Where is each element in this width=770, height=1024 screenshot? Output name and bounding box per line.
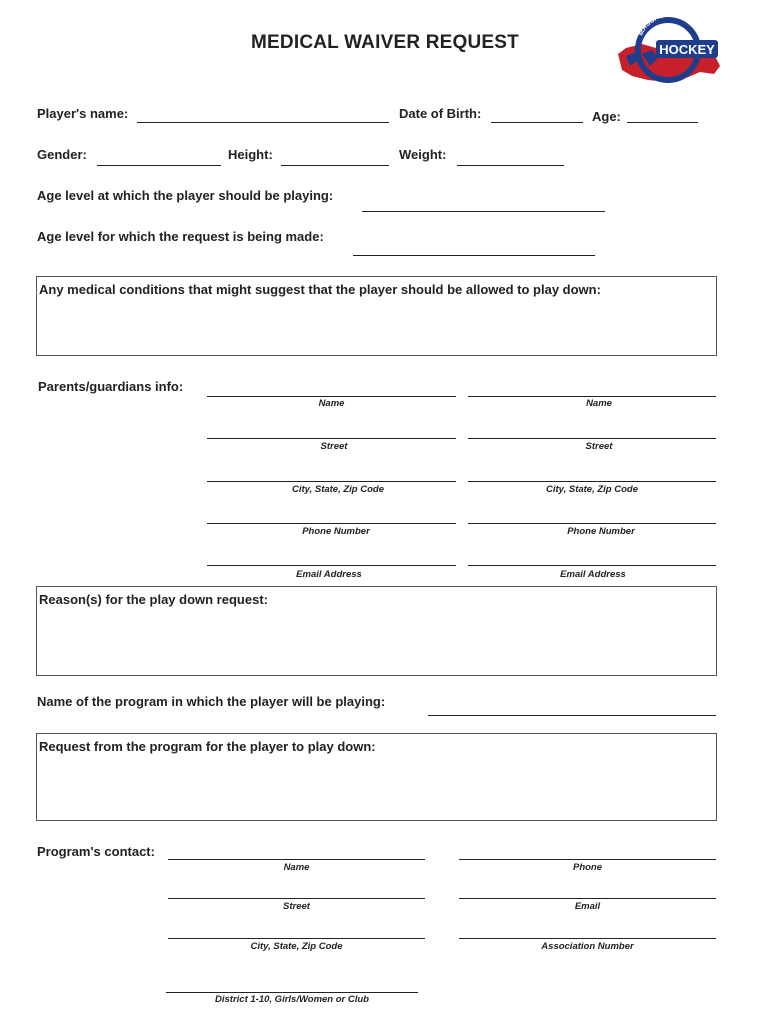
- contact-email-caption: Email: [574, 901, 601, 912]
- massachusetts-hockey-logo: [612, 14, 724, 86]
- parent1-email-line[interactable]: [207, 565, 456, 566]
- parent1-street-caption: Street: [320, 441, 348, 452]
- parent2-email-caption: Email Address: [560, 569, 626, 580]
- contact-phone-caption: Phone: [572, 862, 603, 873]
- logo-massachusetts-text: MASSACHUSETTS: [637, 14, 698, 37]
- players-name-label: Player's name:: [37, 106, 129, 121]
- contact-street-caption: Street: [283, 901, 310, 912]
- parent1-name-line[interactable]: [207, 396, 456, 397]
- request-box[interactable]: [36, 733, 717, 821]
- height-line[interactable]: [281, 165, 389, 166]
- parent1-city-line[interactable]: [207, 481, 456, 482]
- parent2-city-line[interactable]: [468, 481, 716, 482]
- gender-line[interactable]: [97, 165, 221, 166]
- age-line[interactable]: [627, 122, 698, 123]
- parent1-phone-caption: Phone Number: [302, 526, 370, 537]
- contact-association-line[interactable]: [459, 938, 716, 939]
- medical-conditions-label: Any medical conditions that might suggest that the player should be allowed to play down:: [39, 282, 601, 297]
- date-of-birth-line[interactable]: [491, 122, 583, 123]
- contact-name-line[interactable]: [168, 859, 425, 860]
- contact-street-line[interactable]: [168, 898, 425, 899]
- reason-box[interactable]: [36, 586, 717, 676]
- request-label: Request from the program for the player to play down:: [39, 739, 376, 754]
- contact-phone-line[interactable]: [459, 859, 716, 860]
- parent2-city-caption: City, State, Zip Code: [545, 484, 639, 495]
- parent2-phone-caption: Phone Number: [567, 526, 635, 537]
- district-line[interactable]: [166, 992, 418, 993]
- age-label: Age:: [592, 109, 621, 124]
- reason-label: Reason(s) for the play down request:: [39, 592, 268, 607]
- parent2-email-line[interactable]: [468, 565, 716, 566]
- parent2-name-line[interactable]: [468, 396, 716, 397]
- district-caption: District 1-10, Girls/Women or Club: [215, 994, 369, 1005]
- parent1-email-caption: Email Address: [296, 569, 362, 580]
- weight-line[interactable]: [457, 165, 564, 166]
- medical-conditions-box[interactable]: [36, 276, 717, 356]
- height-label: Height:: [228, 147, 273, 162]
- age-level-request-label: Age level for which the request is being made:: [37, 229, 324, 244]
- parent2-name-caption: Name: [586, 398, 612, 409]
- contact-email-line[interactable]: [459, 898, 716, 899]
- parent2-phone-line[interactable]: [468, 523, 716, 524]
- contact-city-caption: City, State, Zip Code: [250, 941, 343, 952]
- date-of-birth-label: Date of Birth:: [399, 106, 482, 121]
- program-contact-label: Program's contact:: [37, 844, 155, 859]
- parent1-street-line[interactable]: [207, 438, 456, 439]
- weight-label: Weight:: [399, 147, 447, 162]
- page-title: MEDICAL WAIVER REQUEST: [251, 32, 519, 53]
- parents-guardians-label: Parents/guardians info:: [38, 379, 184, 394]
- age-level-should-line[interactable]: [362, 211, 605, 212]
- program-name-label: Name of the program in which the player will be playing:: [37, 694, 386, 709]
- age-level-request-line[interactable]: [353, 255, 595, 256]
- parent1-city-caption: City, State, Zip Code: [291, 484, 385, 495]
- parent1-phone-line[interactable]: [207, 523, 456, 524]
- logo-hockey-text: HOCKEY: [659, 42, 715, 57]
- association-number-caption: Association Number: [541, 941, 634, 952]
- parent2-street-caption: Street: [585, 441, 613, 452]
- program-name-line[interactable]: [428, 715, 716, 716]
- players-name-line[interactable]: [137, 122, 389, 123]
- contact-city-line[interactable]: [168, 938, 425, 939]
- contact-name-caption: Name: [283, 862, 310, 873]
- parent2-street-line[interactable]: [468, 438, 716, 439]
- gender-label: Gender:: [37, 147, 87, 162]
- age-level-should-label: Age level at which the player should be playing:: [37, 188, 334, 203]
- parent1-name-caption: Name: [318, 398, 345, 409]
